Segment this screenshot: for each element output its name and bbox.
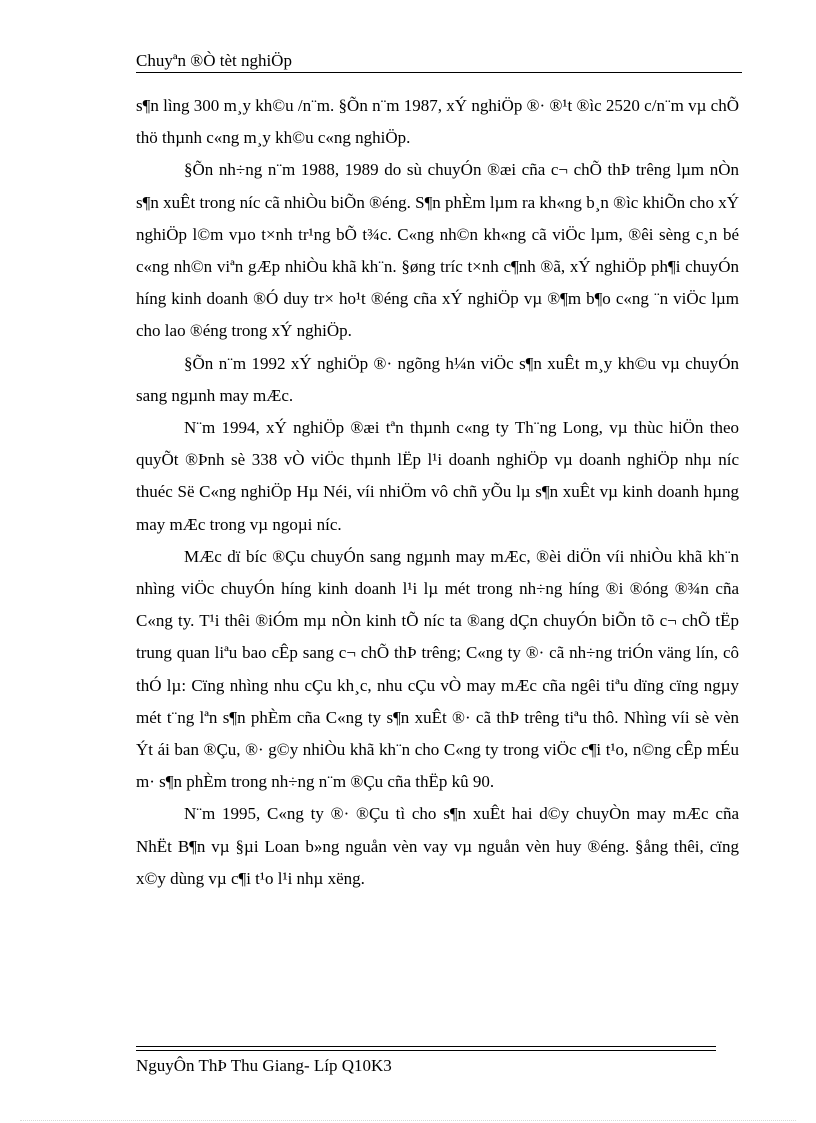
paragraph-1: s¶n lìng 300 m¸y kh©u /n¨m. §Õn n¨m 1987, xÝ nghiÖp ®· ®¹t ®ìc 2520 c/n¨m vµ chÕ thö thµnh c«ng m¸y kh©u c«ng nghiÖp.: [136, 96, 739, 148]
paragraph-2: §Õn nh÷ng n¨m 1988, 1989 do sù chuyÓn ®æi cña c¬ chÕ thÞ trêng lµm nÒn s¶n xuÊt trong níc cã nhiÒu biÕn ®éng. S¶n phÈm lµm ra kh«ng b¸n ®ìc khiÕn cho xÝ nghiÖp l©m vµo t×nh tr¹ng bÕ t¾c. C«ng nh©n kh«ng cã viÖc lµm, ®êi sèng c¸n bé c«ng nh©n viªn gÆp nhiÒu khã kh¨n. §øng tríc t×nh c¶nh ®ã, xÝ nghiÖp ph¶i chuyÓn híng kinh doanh ®Ó duy tr× ho¹t ®éng cña xÝ nghiÖp vµ ®¶m b¶o c«ng ¨n viÖc lµm cho lao ®éng trong xÝ nghiÖp.: [136, 160, 739, 341]
header-title: Chuyªn ®Ò tèt nghiÖp: [136, 51, 292, 70]
footer-author: NguyÔn ThÞ Thu Giang- Líp Q10K3: [136, 1056, 392, 1075]
paragraph-3: §Õn n¨m 1992 xÝ nghiÖp ®· ngõng h¼n viÖc s¶n xuÊt m¸y kh©u vµ chuyÓn sang ngµnh may mÆc.: [136, 353, 739, 405]
paragraph-5: MÆc dï bíc ®Çu chuyÓn sang ngµnh may mÆc, ®èi diÖn víi nhiÒu khã kh¨n nhìng viÖc chuyÓn híng kinh doanh l¹i lµ mét trong nh÷ng híng ®i ®óng ®¾n cña C«ng ty. T¹i thêi ®iÓm mµ nÒn kinh tÕ níc ta ®ang dÇn chuyÓn biÕn tõ c¬ chÕ tËp trung quan liªu bao cÊp sang c¬ chÕ thÞ trêng; C«ng ty ®· cã nh÷ng triÓn väng lín, cô thÓ lµ: Cïng nhìng nhu cÇu kh¸c, nhu cÇu vÒ may mÆc cña ngêi tiªu dïng cïng ngµy mét t¨ng lªn s¶n phÈm cña C«ng ty s¶n xuÊt ®· cã thÞ trêng tiªu thô. Nhìng víi sè vèn Ýt ái ban ®Çu, ®· g©y nhiÒu khã kh¨n cho C«ng ty trong viÖc c¶i t¹o, n©ng cÊp mÉu m· s¶n phÈm trong nh÷ng n¨m ®Çu cña thËp kû 90.: [136, 546, 739, 792]
document-body: [136, 90, 739, 895]
paragraph-6: N¨m 1995, C«ng ty ®· ®Çu tì cho s¶n xuÊt hai d©y chuyÒn may mÆc cña NhËt B¶n vµ §µi Loan b»ng nguån vèn vay vµ nguån vèn huy ®éng. §ång thêi, cïng x©y dùng vµ c¶i t¹o l¹i nhµ xëng.: [136, 804, 739, 888]
page-edge-divider: [20, 1120, 796, 1121]
page-header: [136, 48, 742, 73]
footer-rule-top: [136, 1046, 716, 1047]
footer-rule-bottom: [136, 1050, 716, 1051]
paragraph-4: N¨m 1994, xÝ nghiÖp ®æi tªn thµnh c«ng ty Th¨ng Long, vµ thùc hiÖn theo quyÕt ®Þnh sè 338 vÒ viÖc thµnh lËp l¹i doanh nghiÖp vµ doanh nghiÖp nhµ níc thuéc Së C«ng nghiÖp Hµ Néi, víi nhiÖm vô chñ yÕu lµ s¶n xuÊt vµ kinh doanh hµng may mÆc trong vµ ngoµi níc.: [136, 418, 739, 534]
